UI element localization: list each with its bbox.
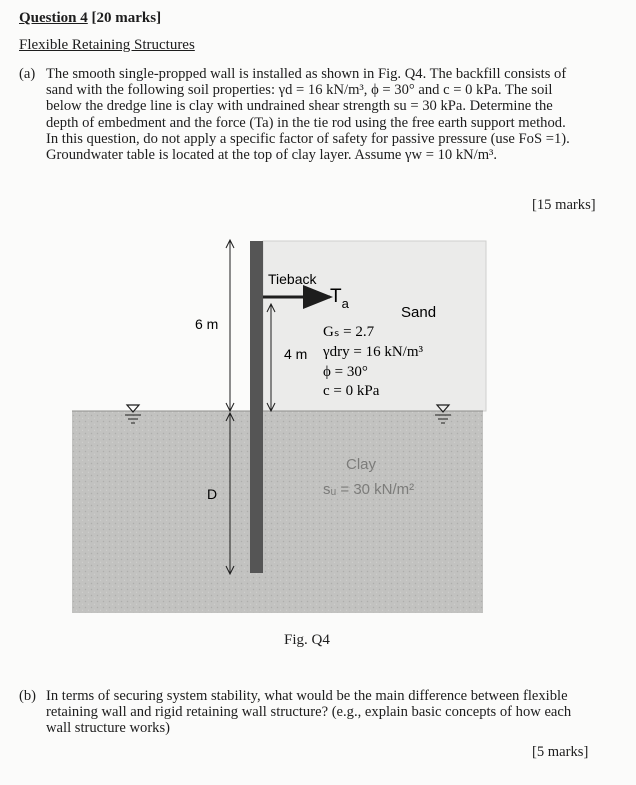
question-marks: [20 marks] [91, 10, 162, 26]
sheet-pile-wall [250, 241, 263, 573]
part-b-line: retaining wall and rigid retaining wall structure? (e.g., explain basic concepts of how each [46, 704, 572, 721]
clay-label: Clay [346, 456, 377, 473]
clay-layer [72, 411, 483, 613]
tie-force-label: $T_a$ [330, 286, 349, 311]
part-b-line: wall structure works) [46, 720, 171, 737]
part-b-label: (b) [19, 688, 37, 704]
part-a-line: sand with the following soil properties: γd = 16 kN/m³, ϕ = 30° and c = 0 kPa. The soil [46, 82, 553, 99]
figure-caption: Fig. Q4 [284, 632, 330, 648]
sand-prop-cohesion: c = 0 kPa [323, 383, 380, 399]
part-a-line: In this question, do not apply a specific factor of safety for passive pressure (use FoS =1). [46, 130, 570, 147]
sand-prop-unit-weight: γdry = 16 kN/m³ [323, 344, 423, 360]
part-a-line: Groundwater table is located at the top of clay layer. Assume γw = 10 kN/m³. [46, 147, 498, 164]
dimension-4m-label: 4 m [284, 346, 308, 362]
part-b-text [46, 688, 571, 737]
section-subtitle: Flexible Retaining Structures [19, 37, 195, 53]
dimension-6m-label: 6 m [195, 316, 219, 332]
part-a-line: below the dredge line is clay with undrained shear strength su = 30 kPa. Determine the [46, 98, 553, 115]
sand-label: Sand [401, 304, 437, 321]
question-label: Question 4 [19, 10, 88, 26]
part-b-marks: [5 marks] [532, 744, 589, 760]
part-a-line: The smooth single-propped wall is installed as shown in Fig. Q4. The backfill consists of [46, 66, 567, 82]
tieback-label: Tieback [268, 271, 317, 287]
part-a-marks: [15 marks] [532, 197, 596, 213]
part-b-line: In terms of securing system stability, what would be the main difference between flexible [46, 688, 568, 704]
dimension-d-label: D [207, 486, 218, 502]
part-a-line: depth of embedment and the force (Ta) in the tie rod using the free earth support method. [46, 114, 566, 131]
part-b [19, 688, 619, 740]
clay-prop-undrained-strength: sᵤ = 30 kN/m² [323, 481, 415, 498]
sand-prop-friction-angle: ϕ = 30° [323, 364, 368, 380]
part-a-label: (a) [19, 66, 36, 82]
sand-prop-gs: Gₛ = 2.7 [323, 324, 375, 340]
